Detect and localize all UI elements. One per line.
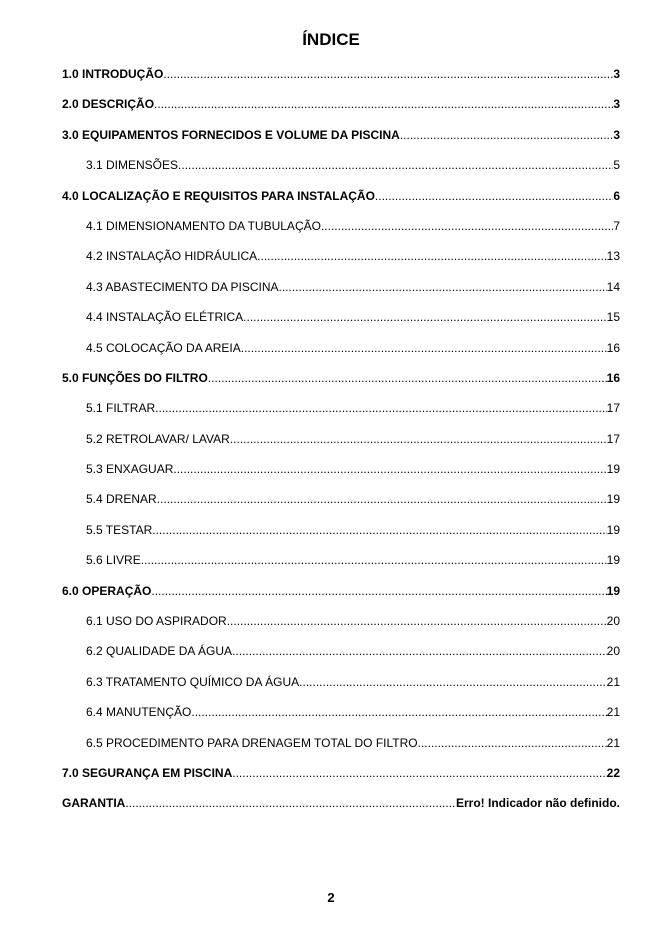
toc-entry-label: 5.6 LIVRE (86, 553, 141, 568)
toc-entry[interactable] (62, 675, 620, 705)
dot-leader (157, 492, 607, 506)
toc-entry-label: 7.0 SEGURANÇA EM PISCINA (62, 765, 233, 780)
toc-entry-label: 5.0 FUNÇÕES DO FILTRO (62, 370, 208, 385)
dot-leader (241, 341, 607, 355)
toc-entry[interactable] (62, 341, 620, 371)
dot-leader (151, 584, 606, 598)
toc-entry-label: 5.1 FILTRAR (86, 401, 156, 416)
toc-entry-label: 5.2 RETROLAVAR/ LAVAR (86, 431, 230, 446)
toc-entry[interactable] (62, 97, 620, 127)
toc-entry-page: 20 (606, 614, 620, 629)
dot-leader (232, 644, 607, 658)
toc-entry-page: 19 (606, 462, 620, 477)
toc-entry-page: 16 (606, 370, 620, 385)
toc-entry-label: 4.1 DIMENSIONAMENTO DA TUBULAÇÃO (86, 218, 321, 233)
toc-entry-label: 3.0 EQUIPAMENTOS FORNECIDOS E VOLUME DA PISCINA (62, 127, 400, 142)
dot-leader (243, 310, 606, 324)
toc-entry[interactable] (62, 67, 620, 97)
toc-entry-label: 4.5 COLOCAÇÃO DA AREIA (86, 340, 241, 355)
toc-entry-page: 6 (613, 188, 620, 203)
toc-entry-label: 1.0 INTRODUÇÃO (62, 67, 164, 81)
toc-entry[interactable] (62, 189, 620, 219)
toc-entry[interactable] (62, 553, 620, 583)
toc-entry-page: 3 (613, 67, 620, 81)
toc-entry-label: 6.4 MANUTENÇÃO (86, 705, 192, 720)
toc-entry-page: 14 (606, 279, 620, 294)
toc-entry-label: 6.0 OPERAÇÃO (62, 583, 152, 598)
toc-entry[interactable] (62, 523, 620, 553)
dot-leader (154, 97, 613, 111)
toc-entry-label: 5.5 TESTAR (86, 522, 153, 537)
toc-entry-page: 5 (613, 158, 620, 173)
toc-entry-page: 21 (606, 674, 620, 689)
toc-entry[interactable] (62, 614, 620, 644)
toc-entry-label: 4.2 INSTALAÇÃO HIDRÁULICA (86, 249, 258, 264)
toc-entry-page: 20 (606, 644, 620, 659)
toc-entry[interactable] (62, 128, 620, 158)
dot-leader (163, 67, 613, 81)
toc-entry[interactable] (62, 219, 620, 249)
toc-entry-label: 3.1 DIMENSÕES (86, 158, 179, 173)
dot-leader (232, 766, 606, 780)
toc-entry-label: 4.0 LOCALIZAÇÃO E REQUISITOS PARA INSTALAÇÃO (62, 188, 375, 203)
table-of-contents (62, 67, 620, 827)
dot-leader (125, 796, 456, 810)
toc-entry-page: 19 (606, 522, 620, 537)
dot-leader (155, 401, 607, 415)
toc-entry-label: 2.0 DESCRIÇÃO (62, 97, 155, 112)
toc-entry-page: 3 (613, 127, 620, 142)
toc-entry-page: 22 (606, 765, 620, 780)
toc-entry-page: 13 (606, 249, 620, 264)
dot-leader (279, 280, 607, 294)
toc-entry[interactable] (62, 766, 620, 796)
dot-leader (257, 249, 606, 263)
dot-leader (178, 158, 613, 172)
toc-entry-page: 19 (606, 583, 620, 598)
dot-leader (173, 462, 606, 476)
toc-entry[interactable] (62, 158, 620, 188)
toc-entry-page: 21 (606, 735, 620, 750)
toc-entry[interactable] (62, 736, 620, 766)
toc-entry-page: 19 (606, 553, 620, 568)
dot-leader (400, 128, 613, 142)
toc-entry-label: 6.1 USO DO ASPIRADOR (86, 614, 227, 629)
page-title: ÍNDICE (302, 30, 360, 49)
toc-entry[interactable] (62, 310, 620, 340)
toc-entry[interactable] (62, 796, 620, 826)
dot-leader (152, 523, 606, 537)
toc-entry[interactable] (62, 280, 620, 310)
dot-leader (375, 189, 613, 203)
toc-entry[interactable] (62, 492, 620, 522)
toc-entry[interactable] (62, 644, 620, 674)
toc-entry[interactable] (62, 462, 620, 492)
dot-leader (191, 705, 606, 719)
toc-entry-page: 7 (613, 218, 620, 233)
toc-entry-label: 6.2 QUALIDADE DA ÁGUA (86, 644, 233, 659)
toc-entry[interactable] (62, 705, 620, 735)
toc-entry-page: 17 (606, 431, 620, 446)
dot-leader (141, 553, 607, 567)
dot-leader (321, 219, 613, 233)
toc-entry[interactable] (62, 249, 620, 279)
toc-entry-label: 6.5 PROCEDIMENTO PARA DRENAGEM TOTAL DO FILTRO (86, 735, 418, 750)
toc-entry-page: 3 (613, 97, 620, 112)
toc-entry-page: 17 (606, 401, 620, 416)
toc-entry-label: GARANTIA (62, 796, 126, 811)
toc-entry[interactable] (62, 371, 620, 401)
toc-entry[interactable] (62, 584, 620, 614)
page-number: 2 (327, 890, 335, 905)
toc-entry-label: 5.3 ENXAGUAR (86, 462, 174, 477)
toc-entry-page: Erro! Indicador não definido. (455, 796, 620, 811)
toc-entry[interactable] (62, 401, 620, 431)
dot-leader (208, 371, 607, 385)
dot-leader (227, 614, 607, 628)
dot-leader (299, 675, 606, 689)
toc-entry[interactable] (62, 432, 620, 462)
toc-entry-page: 16 (606, 340, 620, 355)
toc-entry-page: 19 (606, 492, 620, 507)
toc-entry-page: 21 (606, 705, 620, 720)
dot-leader (230, 432, 607, 446)
toc-entry-label: 4.4 INSTALAÇÃO ELÉTRICA (86, 310, 244, 325)
dot-leader (418, 736, 607, 750)
toc-entry-label: 5.4 DRENAR (86, 492, 157, 507)
toc-entry-label: 6.3 TRATAMENTO QUÍMICO DA ÁGUA (86, 674, 300, 689)
toc-entry-label: 4.3 ABASTECIMENTO DA PISCINA (86, 279, 279, 294)
toc-entry-page: 15 (606, 310, 620, 325)
